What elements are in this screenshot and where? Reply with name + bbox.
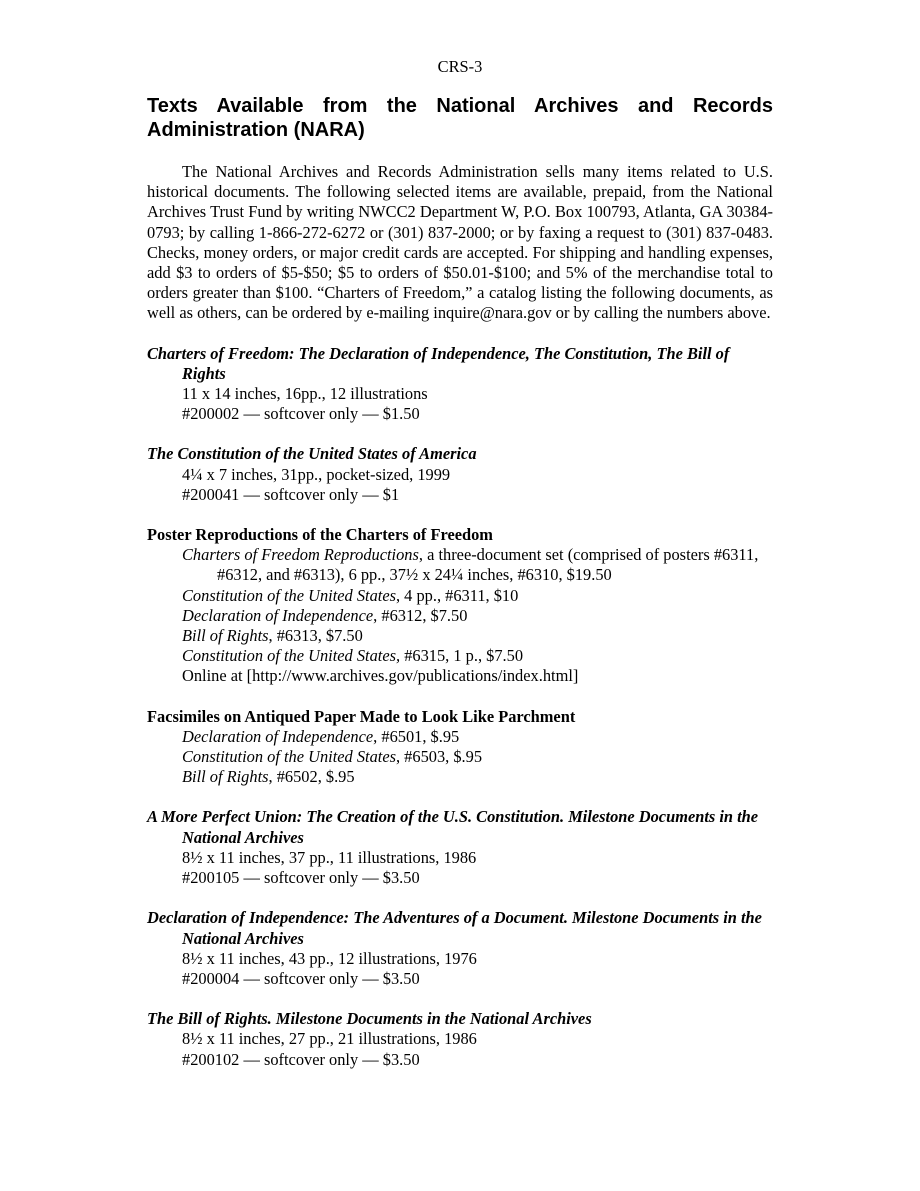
item-title: Bill of Rights (182, 767, 269, 787)
item-text: , a three-document set (comprised of posters #6311, #6312, and #6313), 6 pp., 37½ x 24¼ inches, #6310, $19.50 (217, 545, 759, 585)
catalog-entry (147, 707, 773, 788)
entry-detail: #200041 — softcover only — $1 (182, 484, 400, 504)
item-text: , #6502, $.95 (268, 767, 355, 787)
item-title: Bill of Rights (182, 626, 269, 646)
item-text: , #6501, $.95 (373, 726, 460, 746)
entry-title: The Constitution of the United States of America (147, 444, 477, 464)
section-title: Texts Available from the National Archives and Records Administration (NARA) (147, 95, 773, 141)
catalog-entry (147, 1009, 773, 1070)
item-title: Constitution of the United States (182, 747, 396, 767)
item-text: , 4 pp., #6311, $10 (395, 585, 519, 605)
document-body (147, 94, 773, 1070)
item-title: Constitution of the United States, (182, 646, 401, 666)
entry-detail: #200002 — softcover only — $1.50 (182, 404, 420, 424)
item-text: #6315, 1 p., $7.50 (400, 646, 524, 666)
entry-item (147, 626, 773, 646)
entry-detail: 8½ x 11 inches, 27 pp., 21 illustrations, 1986 (182, 1029, 477, 1049)
entry-title: Declaration of Independence: The Adventures of a Document. Milestone Documents in the National Archives (147, 908, 762, 948)
entry-item (147, 747, 773, 767)
catalog-entry (147, 525, 773, 687)
entry-item (147, 727, 773, 747)
entry-title: A More Perfect Union: The Creation of the U.S. Constitution. Milestone Documents in the National Archives (147, 807, 759, 847)
entry-detail: #200102 — softcover only — $3.50 (182, 1049, 420, 1069)
entry-title: Poster Reproductions of the Charters of Freedom (147, 525, 493, 545)
entry-detail: 8½ x 11 inches, 43 pp., 12 illustrations, 1976 (182, 948, 477, 968)
entry-item (147, 646, 773, 666)
item-title: Declaration of Independence (182, 605, 374, 625)
entry-detail: #200004 — softcover only — $3.50 (182, 968, 420, 988)
entry-title: Facsimiles on Antiqued Paper Made to Look Like Parchment (147, 706, 576, 726)
catalog-entry (147, 444, 773, 505)
item-title: Constitution of the United States (182, 585, 396, 605)
entry-item (147, 545, 773, 585)
item-text: , #6503, $.95 (395, 747, 483, 767)
entry-title: The Bill of Rights. Milestone Documents in the National Archives (147, 1009, 592, 1029)
entry-item (147, 767, 773, 787)
item-text: , #6313, $7.50 (268, 626, 363, 646)
item-title: Declaration of Independence (182, 726, 374, 746)
catalog-entry (147, 807, 773, 888)
intro-paragraph: The National Archives and Records Administration sells many items related to U.S. historical documents. The following selected items are available, prepaid, from the National Archives Trust Fund by writing NWCC2 Department W, P.O. Box 100793, Atlanta, GA 30384-0793; by calling 1-866-272-6272 or (301) 837-2000; or by faxing a request to (301) 837-0483. Checks, money orders, or major credit cards are accepted. For shipping and handling expenses, add $3 to orders of $5-$50; $5 to orders of $50.01-$100; and 5% of the merchandise total to orders greater than $100. “Charters of Freedom,” a catalog listing the following documents, as well as others, can be ordered by e-mailing inquire@nara.gov or by calling the numbers above. (147, 162, 773, 323)
entry-detail: 4¼ x 7 inches, 31pp., pocket-sized, 1999 (182, 464, 451, 484)
entry-item (147, 586, 773, 606)
entry-detail: 11 x 14 inches, 16pp., 12 illustrations (182, 384, 428, 404)
catalog-entry (147, 908, 773, 989)
online-link-text: Online at [http://www.archives.gov/publications/index.html] (182, 666, 579, 686)
entry-title: Charters of Freedom: The Declaration of Independence, The Constitution, The Bill of Rights (147, 343, 730, 383)
entry-item (147, 606, 773, 626)
page-number: CRS-3 (437, 57, 483, 76)
entry-detail: #200105 — softcover only — $3.50 (182, 868, 420, 888)
item-text: , #6312, $7.50 (373, 605, 468, 625)
item-title: Charters of Freedom Reproductions (182, 545, 419, 565)
entry-detail: 8½ x 11 inches, 37 pp., 11 illustrations, 1986 (182, 847, 477, 867)
entry-item (147, 666, 773, 686)
catalog-entry (147, 344, 773, 425)
